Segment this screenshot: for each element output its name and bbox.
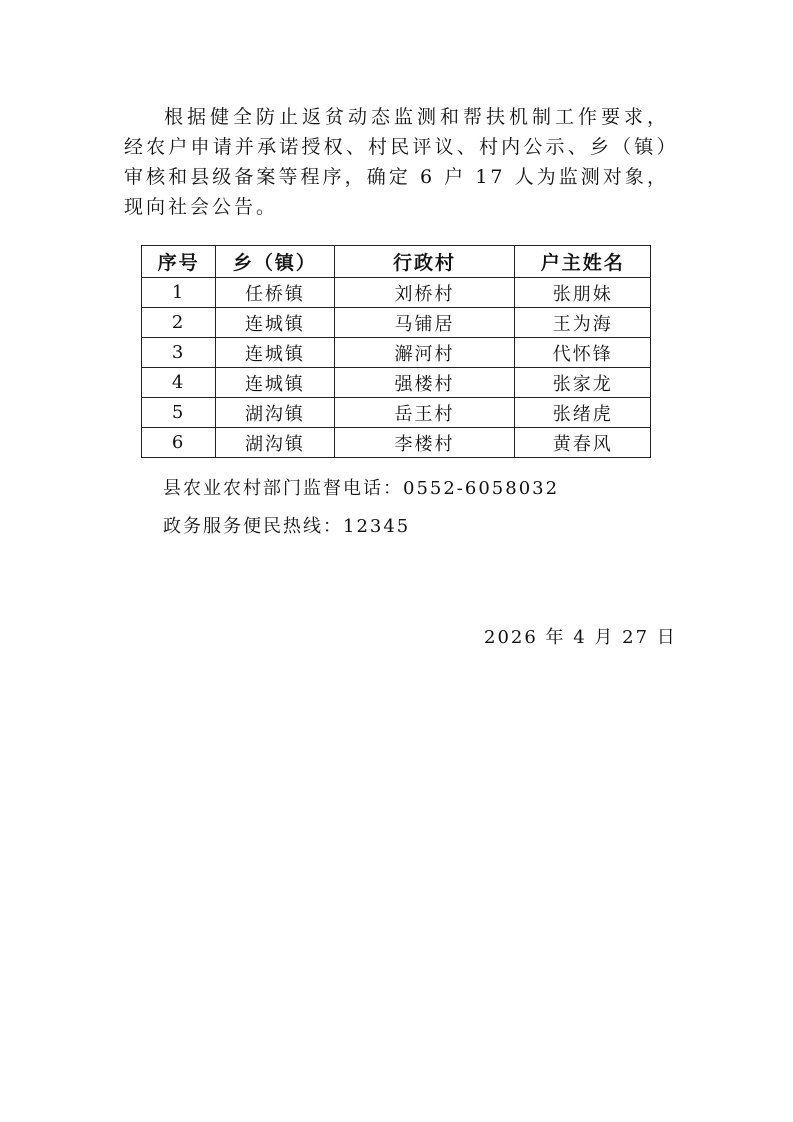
table-row (142, 368, 651, 398)
cell-town: 湖沟镇 (216, 398, 334, 428)
cell-seq: 5 (142, 398, 216, 428)
cell-village: 岳王村 (334, 398, 515, 428)
cell-household-head: 张绪虎 (515, 398, 651, 428)
table-row (142, 398, 651, 428)
table-row (142, 428, 651, 458)
table-row (142, 308, 651, 338)
header-village: 行政村 (334, 246, 515, 278)
notice-date: 2026 年 4 月 27 日 (484, 627, 677, 648)
cell-village: 强楼村 (334, 368, 515, 398)
monitoring-table (141, 245, 651, 458)
service-hotline: 政务服务便民热线：12345 (163, 516, 411, 537)
header-household-head: 户主姓名 (515, 246, 651, 278)
table-row (142, 278, 651, 308)
cell-seq: 1 (142, 278, 216, 308)
cell-village: 刘桥村 (334, 278, 515, 308)
header-seq: 序号 (142, 246, 216, 278)
cell-seq: 3 (142, 338, 216, 368)
cell-town: 连城镇 (216, 308, 334, 338)
cell-household-head: 代怀锋 (515, 338, 651, 368)
cell-town: 连城镇 (216, 338, 334, 368)
cell-seq: 2 (142, 308, 216, 338)
cell-town: 湖沟镇 (216, 428, 334, 458)
cell-household-head: 张家龙 (515, 368, 651, 398)
cell-village: 李楼村 (334, 428, 515, 458)
table-row (142, 338, 651, 368)
cell-village: 马铺居 (334, 308, 515, 338)
cell-village: 澥河村 (334, 338, 515, 368)
supervision-phone: 县农业农村部门监督电话：0552-6058032 (163, 478, 560, 499)
table-header-row (142, 246, 651, 278)
notice-paragraph: 根据健全防止返贫动态监测和帮扶机制工作要求，经农户申请并承诺授权、村民评议、村内公示、乡（镇）审核和县级备案等程序，确定 6 户 17 人为监测对象，现向社会公告。 (124, 106, 669, 218)
cell-household-head: 黄春风 (515, 428, 651, 458)
cell-seq: 4 (142, 368, 216, 398)
cell-household-head: 张朋妹 (515, 278, 651, 308)
cell-town: 任桥镇 (216, 278, 334, 308)
cell-household-head: 王为海 (515, 308, 651, 338)
cell-town: 连城镇 (216, 368, 334, 398)
cell-seq: 6 (142, 428, 216, 458)
header-town: 乡（镇） (216, 246, 334, 278)
